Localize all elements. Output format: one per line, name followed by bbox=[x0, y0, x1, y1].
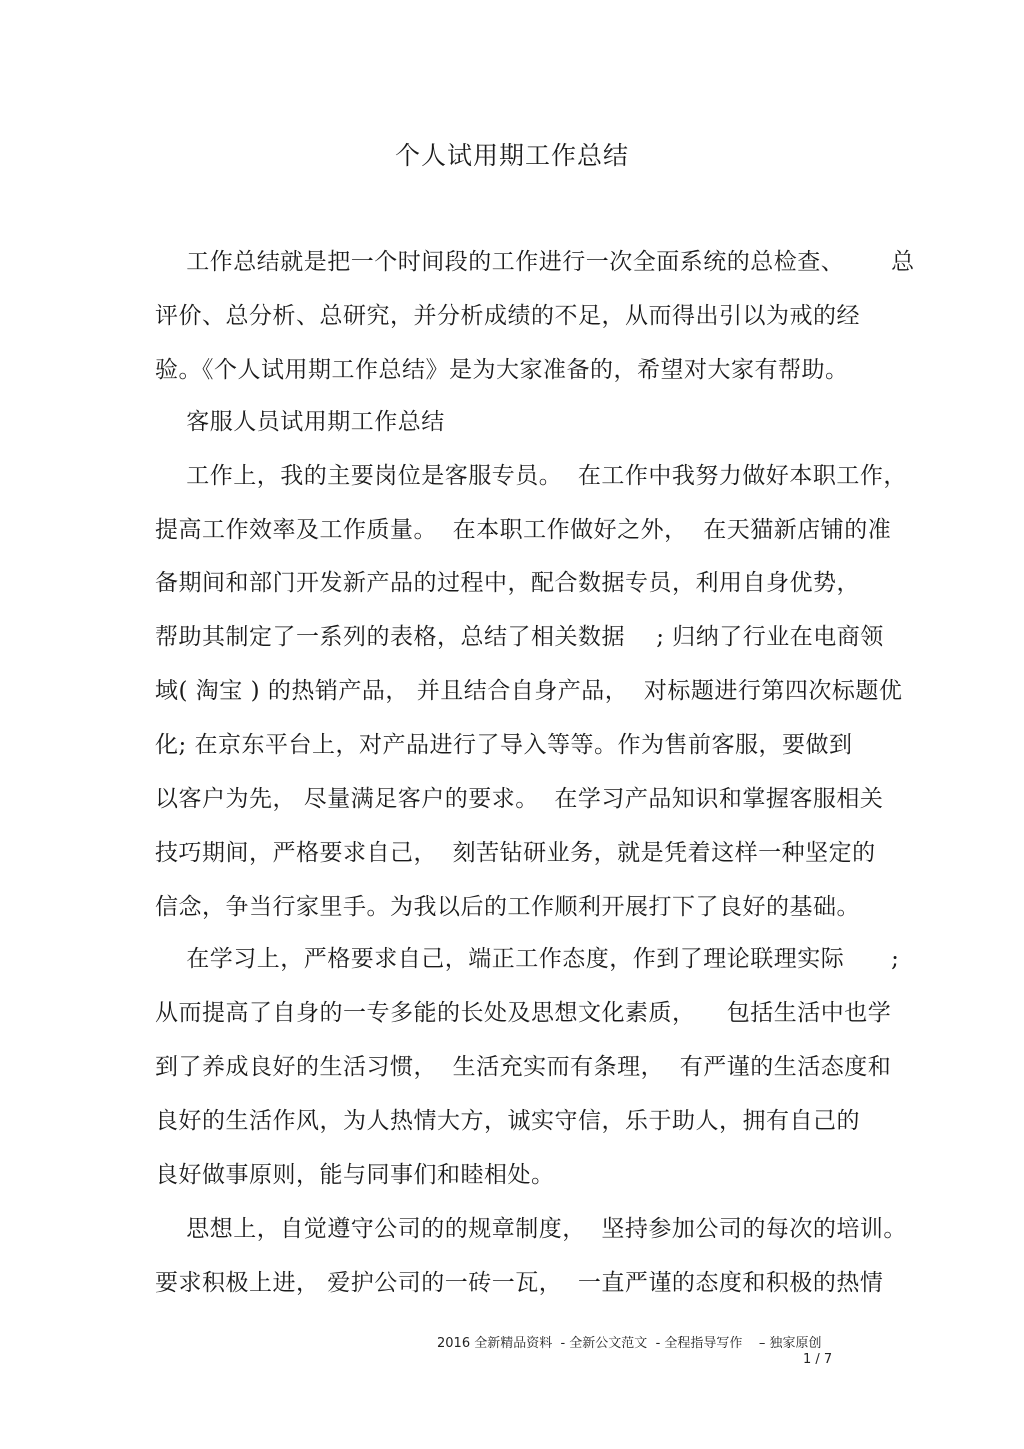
body-line: 良好做事原则，能与同事们和睦相处。 bbox=[155, 1162, 555, 1188]
body-line: 工作总结就是把一个时间段的工作进行一次全面系统的总检查、 总 bbox=[155, 249, 915, 275]
body-line: 技巧期间，严格要求自己， 刻苦钻研业务，就是凭着这样一种坚定的 bbox=[155, 840, 876, 866]
body-line: 思想上，自觉遵守公司的的规章制度， 坚持参加公司的每次的培训。 bbox=[155, 1216, 907, 1242]
section-heading: 客服人员试用期工作总结 bbox=[155, 409, 445, 435]
body-line: 良好的生活作风，为人热情大方，诚实守信，乐于助人，拥有自己的 bbox=[155, 1108, 860, 1134]
body-line: 信念，争当行家里手。为我以后的工作顺利开展打下了良好的基础。 bbox=[155, 894, 860, 920]
document-title: 个人试用期工作总结 bbox=[394, 141, 629, 170]
body-line: 在学习上，严格要求自己，端正工作态度，作到了理论联理实际 ; bbox=[155, 946, 900, 972]
body-line: 工作上，我的主要岗位是客服专员。 在工作中我努力做好本职工作， bbox=[155, 463, 907, 489]
body-line: 评价、总分析、总研究，并分析成绩的不足，从而得出引以为戒的经 bbox=[155, 303, 860, 329]
body-line: 从而提高了自身的一专多能的长处及思想文化素质， 包括生活中也学 bbox=[155, 1000, 892, 1026]
body-line: 备期间和部门开发新产品的过程中，配合数据专员，利用自身优势， bbox=[155, 570, 860, 596]
body-line: 验。《个人试用期工作总结》是为大家准备的，希望对大家有帮助。 bbox=[155, 357, 849, 383]
footer-text: 2016 全新精品资料 - 全新公文范文 - 全程指导写作 – 独家原创 bbox=[437, 1336, 822, 1351]
body-line: 域( 淘宝 ) 的热销产品， 并且结合自身产品， 对标题进行第四次标题优 bbox=[155, 678, 903, 704]
body-line: 提高工作效率及工作质量。 在本职工作做好之外， 在天猫新店铺的准 bbox=[155, 517, 892, 543]
body-line: 要求积极上进， 爱护公司的一砖一瓦， 一直严谨的态度和积极的热情 bbox=[155, 1270, 884, 1296]
body-line: 到了养成良好的生活习惯， 生活充实而有条理， 有严谨的生活态度和 bbox=[155, 1054, 892, 1080]
body-line: 以客户为先， 尽量满足客户的要求。 在学习产品知识和掌握客服相关 bbox=[155, 786, 884, 812]
body-line: 化; 在京东平台上，对产品进行了导入等等。作为售前客服，要做到 bbox=[155, 732, 853, 758]
page-indicator: 1 / 7 bbox=[803, 1352, 833, 1367]
body-line: 帮助其制定了一系列的表格，总结了相关数据 ; 归纳了行业在电商领 bbox=[155, 624, 884, 650]
